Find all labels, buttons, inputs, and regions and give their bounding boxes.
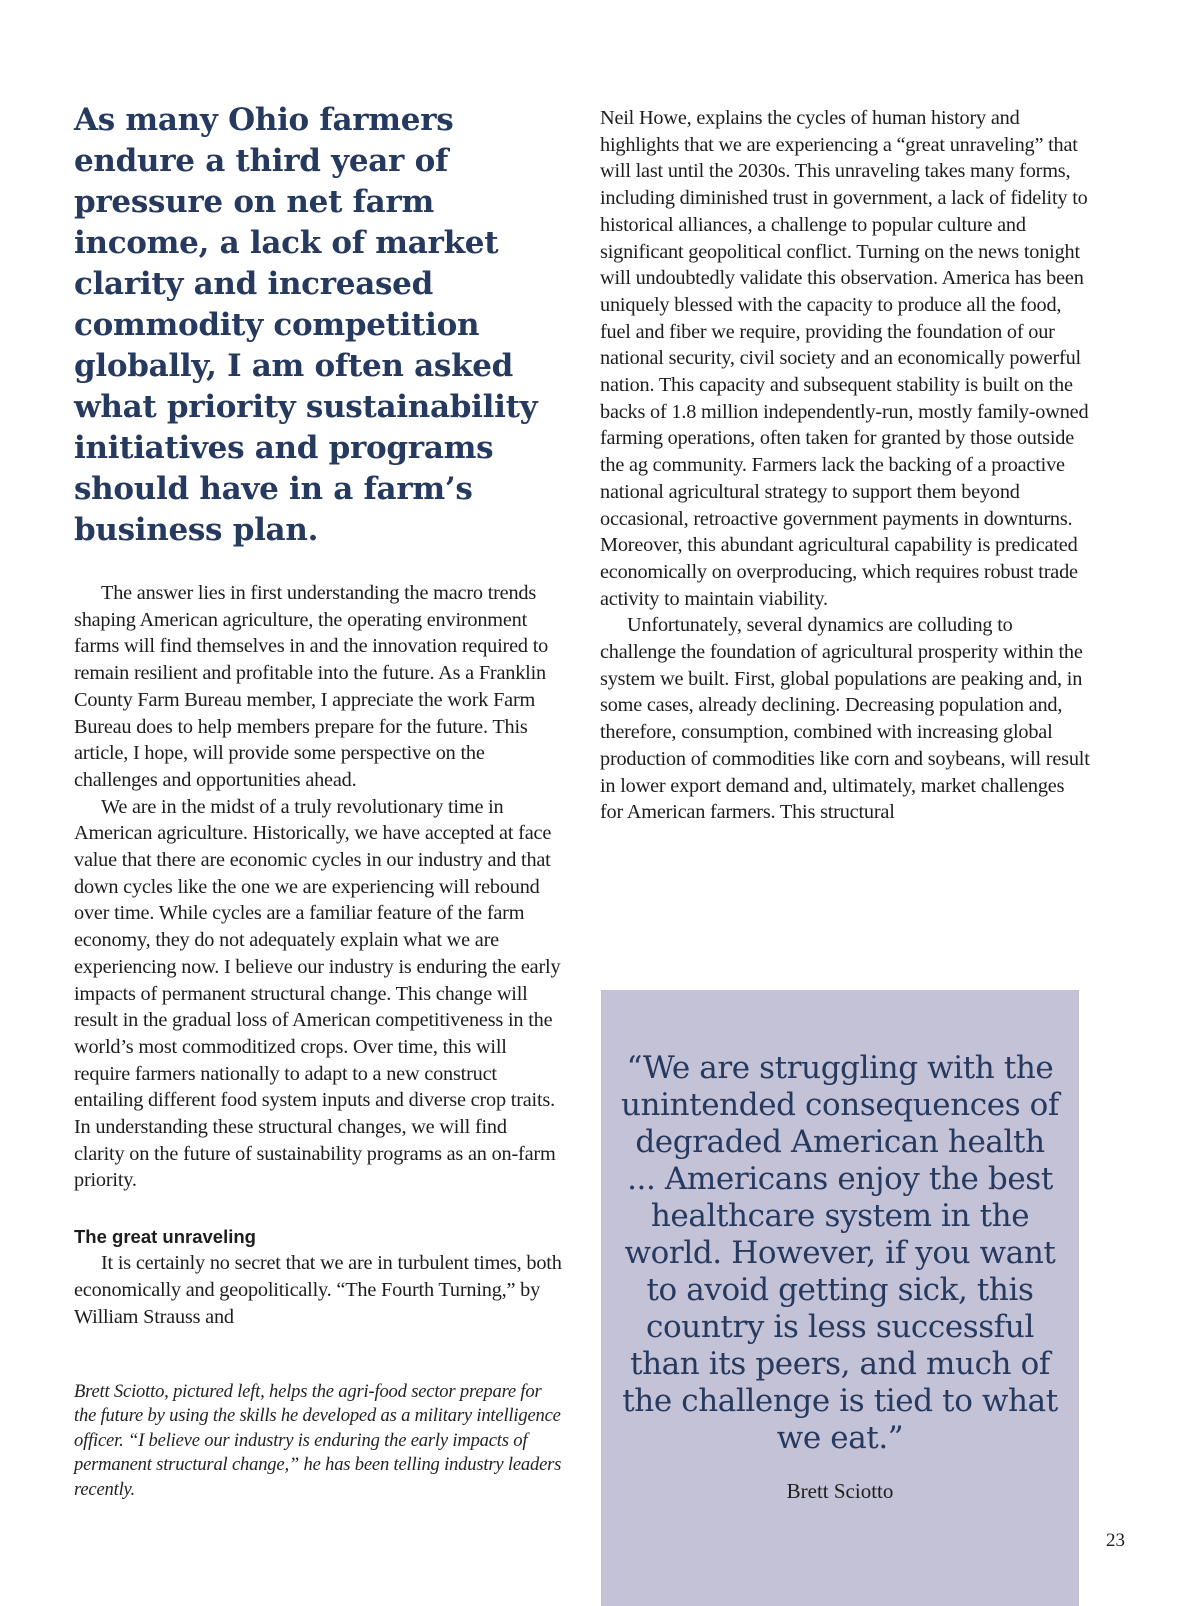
right-column <box>600 105 1090 826</box>
photo-caption: Brett Sciotto, pictured left, helps the agri-food sector prepare for the future by using the skills he developed as a military intelligence officer. “I believe our industry is enduring the early impacts of permanent structural change,” he has been telling industry leaders recently. <box>74 1381 562 1500</box>
pull-quote-box <box>601 990 1079 1606</box>
body-paragraph: We are in the midst of a truly revolutionary time in American agriculture. Historically, we have accepted at face value that there are economic cycles in our industry and that down cycles like the one we are experiencing will rebound over time. While cycles are a familiar feature of the farm economy, they do not adequately explain what we are experiencing now. I believe our industry is enduring the early impacts of permanent structural change. This change will result in the gradual loss of American competitiveness in the world’s most commoditized crops. Over time, this will require farmers nationally to adapt to a new construct entailing different food system inputs and diverse crop traits. In understanding these structural changes, we will find clarity on the future of sustainability programs as an on-farm priority. <box>74 795 561 1192</box>
section-heading: The great unraveling <box>74 1226 256 1248</box>
lede-heading: As many Ohio farmers endure a third year of pressure on net farm income, a lack of market clarity and increased commodity competition globally, I am often asked what priority sustainability initiatives and programs should have in a farm’s business plan. <box>74 102 538 548</box>
body-paragraph: It is certainly no secret that we are in turbulent times, both economically and geopolitically. “The Fourth Turning,” by William Strauss and <box>74 1252 562 1328</box>
body-paragraph: The answer lies in first understanding the macro trends shaping American agriculture, the operating environment farms will find themselves in and the innovation required to remain resilient and profitable into the future. As a Franklin County Farm Bureau member, I appreciate the work Farm Bureau does to help members prepare for the future. This article, I hope, will provide some perspective on the challenges and opportunities ahead. <box>74 582 549 791</box>
left-column <box>74 100 562 1330</box>
body-paragraph: Unfortunately, several dynamics are colluding to challenge the foundation of agricultural prosperity within the system we built. First, global populations are peaking and, in some cases, already declining. Decreasing population and, therefore, consumption, combined with increasing global production of commodities like corn and soybeans, will result in lower export demand and, ultimately, market challenges for American farmers. This structural <box>600 614 1090 824</box>
pull-quote-attribution: Brett Sciotto <box>786 1479 894 1503</box>
body-paragraph: Neil Howe, explains the cycles of human history and highlights that we are experiencing a “great unraveling” that will last until the 2030s. This unraveling takes many forms, including diminished trust in government, a lack of fidelity to historical alliances, a challenge to popular culture and significant geopolitical conflict. Turning on the news tonight will undoubtedly validate this observation. America has been uniquely blessed with the capacity to produce all the food, fuel and fiber we require, providing the foundation of our national security, civil society and an economically powerful nation. This capacity and subsequent stability is built on the backs of 1.8 million independently-run, mostly family-owned farming operations, often taken for granted by those outside the ag community. Farmers lack the backing of a proactive national agricultural strategy to support them beyond occasional, retroactive government payments in downturns. Moreover, this abundant agricultural capability is predicated economically on overproducing, which requires robust trade activity to maintain viability. <box>600 107 1089 610</box>
pull-quote-text: “We are struggling with the unintended consequences of degraded American health ... Americans enjoy the best healthcare system in the world. However, if you want to avoid getting sick, this country is less successful than its peers, and much of the challenge is tied to what we eat.” <box>620 1050 1060 1456</box>
page-number: 23 <box>1106 1530 1125 1551</box>
